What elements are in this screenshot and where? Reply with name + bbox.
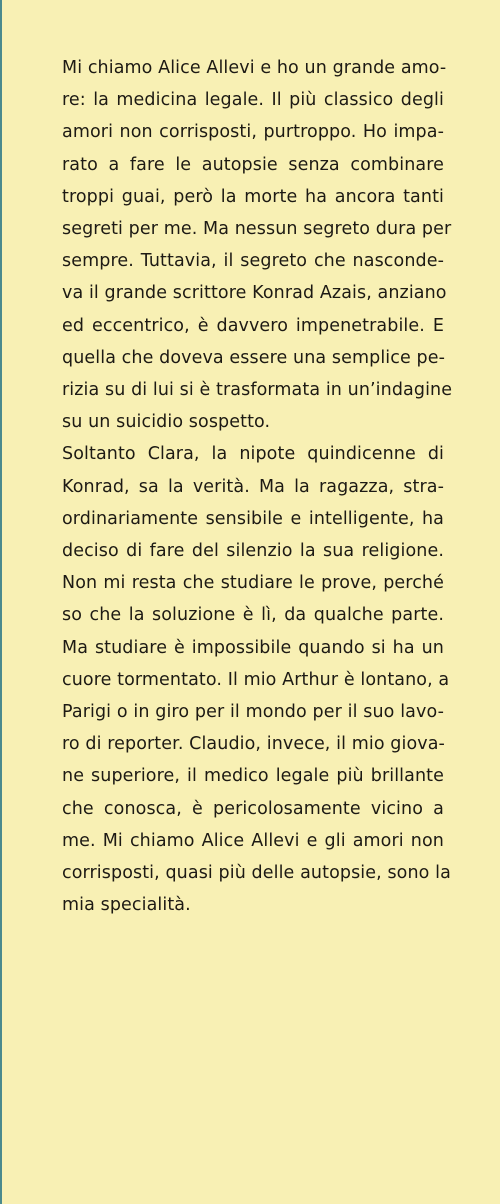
text-line: sempre. Tuttavia, il segreto che nasconde- bbox=[62, 251, 444, 272]
text-line: Parigi o in giro per il mondo per il suo lavo- bbox=[62, 702, 444, 723]
text-line: rato a fare le autopsie senza combinare bbox=[62, 154, 444, 175]
paragraph-1 bbox=[62, 52, 453, 438]
text-line: Mi chiamo Alice Allevi e ho un grande amo- bbox=[62, 58, 447, 78]
text-line: mia specialità. bbox=[62, 895, 191, 916]
text-line: Ma studiare è impossibile quando si ha un bbox=[62, 637, 444, 658]
text-line: re: la medicina legale. Il più classico degli bbox=[62, 90, 444, 111]
text-line: me. Mi chiamo Alice Allevi e gli amori non bbox=[62, 830, 444, 851]
text-line: che conosca, è pericolosamente vicino a bbox=[62, 798, 444, 819]
text-line: ordinariamente sensibile e intelligente, ha bbox=[62, 508, 444, 529]
text-line: va il grande scrittore Konrad Azais, anziano bbox=[62, 283, 447, 304]
text-line: Konrad, sa la verità. Ma la ragazza, stra- bbox=[62, 476, 444, 497]
text-line: ed eccentrico, è davvero impenetrabile. E bbox=[62, 315, 444, 336]
text-line: ne superiore, il medico legale più brillante bbox=[62, 766, 444, 787]
text-line: corrisposti, quasi più delle autopsie, sono la bbox=[62, 863, 451, 884]
text-line: amori non corrisposti, purtroppo. Ho impa- bbox=[62, 122, 444, 143]
text-line: su un suicidio sospetto. bbox=[62, 412, 271, 433]
text-line: so che la soluzione è lì, da qualche parte. bbox=[62, 605, 444, 626]
text-line: ro di reporter. Claudio, invece, il mio giova- bbox=[62, 734, 445, 755]
text-line: segreti per me. Ma nessun segreto dura per bbox=[62, 219, 452, 240]
text-line: Non mi resta che studiare le prove, perché bbox=[62, 573, 444, 594]
text-line: quella che doveva essere una semplice pe- bbox=[62, 347, 445, 368]
text-line: deciso di fare del silenzio la sua religione. bbox=[62, 541, 444, 562]
left-edge-stripe bbox=[0, 0, 2, 1204]
text-line: cuore tormentato. Il mio Arthur è lontano, a bbox=[62, 669, 450, 690]
text-line: rizia su di lui si è trasformata in un’indagine bbox=[62, 380, 453, 401]
paragraph-2 bbox=[62, 438, 451, 921]
blurb-text bbox=[62, 52, 453, 921]
text-line: Soltanto Clara, la nipote quindicenne di bbox=[62, 444, 444, 465]
text-line: troppi guai, però la morte ha ancora tanti bbox=[62, 186, 444, 207]
